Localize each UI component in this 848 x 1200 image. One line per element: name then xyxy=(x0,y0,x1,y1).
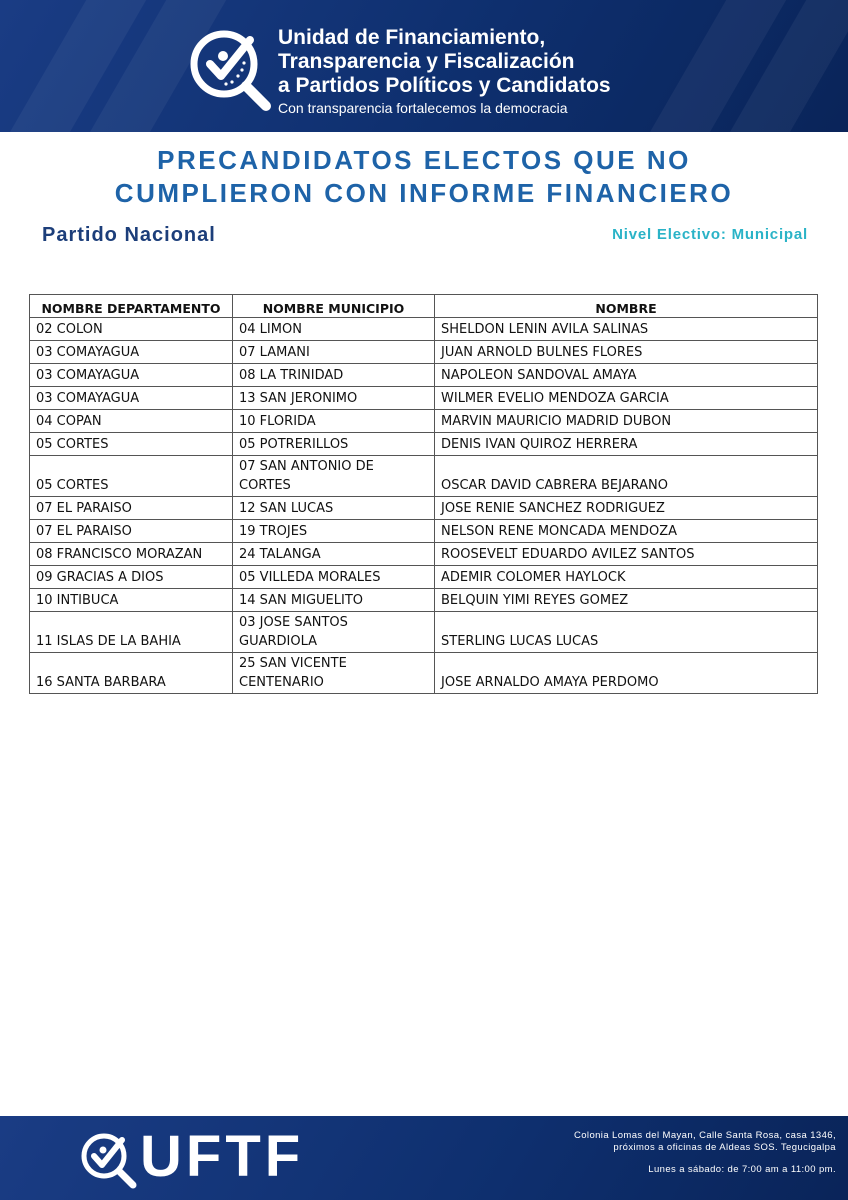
table-row xyxy=(30,456,818,497)
table-row xyxy=(30,520,818,543)
cell-name: JOSE ARNALDO AMAYA PERDOMO xyxy=(435,653,818,694)
cell-name: WILMER EVELIO MENDOZA GARCIA xyxy=(435,387,818,410)
header-banner xyxy=(0,0,848,132)
candidates-table xyxy=(29,294,818,694)
cell-name: JUAN ARNOLD BULNES FLORES xyxy=(435,341,818,364)
cell-department: 05 CORTES xyxy=(30,456,233,497)
cell-name: JOSE RENIE SANCHEZ RODRIGUEZ xyxy=(435,497,818,520)
cell-department: 03 COMAYAGUA xyxy=(30,341,233,364)
cell-department: 02 COLON xyxy=(30,318,233,341)
table-row xyxy=(30,433,818,456)
party-name: Partido Nacional xyxy=(42,224,216,246)
table-row xyxy=(30,589,818,612)
org-name-line-3: a Partidos Políticos y Candidatos xyxy=(278,74,611,97)
cell-municipality: 03 JOSE SANTOS GUARDIOLA xyxy=(233,612,435,653)
cell-municipality: 19 TROJES xyxy=(233,520,435,543)
cell-municipality: 13 SAN JERONIMO xyxy=(233,387,435,410)
cell-municipality: 25 SAN VICENTE CENTENARIO xyxy=(233,653,435,694)
table-row xyxy=(30,318,818,341)
cell-name: DENIS IVAN QUIROZ HERRERA xyxy=(435,433,818,456)
cell-department: 10 INTIBUCA xyxy=(30,589,233,612)
office-hours: Lunes a sábado: de 7:00 am a 11:00 pm. xyxy=(648,1164,836,1175)
table-row xyxy=(30,364,818,387)
cell-department: 03 COMAYAGUA xyxy=(30,387,233,410)
cell-municipality: 14 SAN MIGUELITO xyxy=(233,589,435,612)
cell-department: 03 COMAYAGUA xyxy=(30,364,233,387)
cell-name: STERLING LUCAS LUCAS xyxy=(435,612,818,653)
cell-name: NAPOLEON SANDOVAL AMAYA xyxy=(435,364,818,387)
cell-name: OSCAR DAVID CABRERA BEJARANO xyxy=(435,456,818,497)
org-name-line-1: Unidad de Financiamiento, xyxy=(278,26,546,49)
organization-name xyxy=(278,26,611,98)
header-municipality: NOMBRE MUNICIPIO xyxy=(233,295,435,318)
org-name-line-2: Transparencia y Fiscalización xyxy=(278,50,575,73)
cell-municipality: 12 SAN LUCAS xyxy=(233,497,435,520)
magnifier-check-footer-icon xyxy=(78,1130,138,1190)
cell-name: MARVIN MAURICIO MADRID DUBON xyxy=(435,410,818,433)
cell-municipality: 24 TALANGA xyxy=(233,543,435,566)
cell-department: 07 EL PARAISO xyxy=(30,520,233,543)
table-row xyxy=(30,566,818,589)
elective-level: Nivel Electivo: Municipal xyxy=(612,226,808,243)
address-line-2: próximos a oficinas de Aldeas SOS. Tegucigalpa xyxy=(613,1142,836,1153)
cell-name: BELQUIN YIMI REYES GOMEZ xyxy=(435,589,818,612)
table-row xyxy=(30,497,818,520)
table-row xyxy=(30,387,818,410)
footer-banner xyxy=(0,1116,848,1200)
table-row xyxy=(30,341,818,364)
contact-info xyxy=(574,1130,836,1176)
cell-department: 07 EL PARAISO xyxy=(30,497,233,520)
table-row xyxy=(30,410,818,433)
cell-municipality: 04 LIMON xyxy=(233,318,435,341)
cell-department: 09 GRACIAS A DIOS xyxy=(30,566,233,589)
cell-municipality: 05 VILLEDA MORALES xyxy=(233,566,435,589)
header-department: NOMBRE DEPARTAMENTO xyxy=(30,295,233,318)
title-line-1: PRECANDIDATOS ELECTOS QUE NO xyxy=(157,145,691,175)
table-header-row xyxy=(30,295,818,318)
address-line-1: Colonia Lomas del Mayan, Calle Santa Rosa, casa 1346, xyxy=(573,1130,836,1141)
cell-municipality: 07 SAN ANTONIO DE CORTES xyxy=(233,456,435,497)
header-name: NOMBRE xyxy=(435,295,818,318)
cell-department: 04 COPAN xyxy=(30,410,233,433)
table-row xyxy=(30,612,818,653)
cell-municipality: 05 POTRERILLOS xyxy=(233,433,435,456)
cell-department: 05 CORTES xyxy=(30,433,233,456)
cell-municipality: 08 LA TRINIDAD xyxy=(233,364,435,387)
cell-department: 11 ISLAS DE LA BAHIA xyxy=(30,612,233,653)
cell-name: SHELDON LENIN AVILA SALINAS xyxy=(435,318,818,341)
page-title xyxy=(0,144,848,210)
cell-municipality: 10 FLORIDA xyxy=(233,410,435,433)
tagline: Con transparencia fortalecemos la democracia xyxy=(278,100,568,116)
table-row xyxy=(30,653,818,694)
table-row xyxy=(30,543,818,566)
cell-department: 16 SANTA BARBARA xyxy=(30,653,233,694)
cell-department: 08 FRANCISCO MORAZAN xyxy=(30,543,233,566)
cell-name: ADEMIR COLOMER HAYLOCK xyxy=(435,566,818,589)
magnifier-check-logo-icon xyxy=(186,26,274,114)
title-line-2: CUMPLIERON CON INFORME FINANCIERO xyxy=(114,178,734,208)
cell-municipality: 07 LAMANI xyxy=(233,341,435,364)
brand-logotype: UFTF xyxy=(140,1124,305,1189)
cell-name: ROOSEVELT EDUARDO AVILEZ SANTOS xyxy=(435,543,818,566)
cell-name: NELSON RENE MONCADA MENDOZA xyxy=(435,520,818,543)
